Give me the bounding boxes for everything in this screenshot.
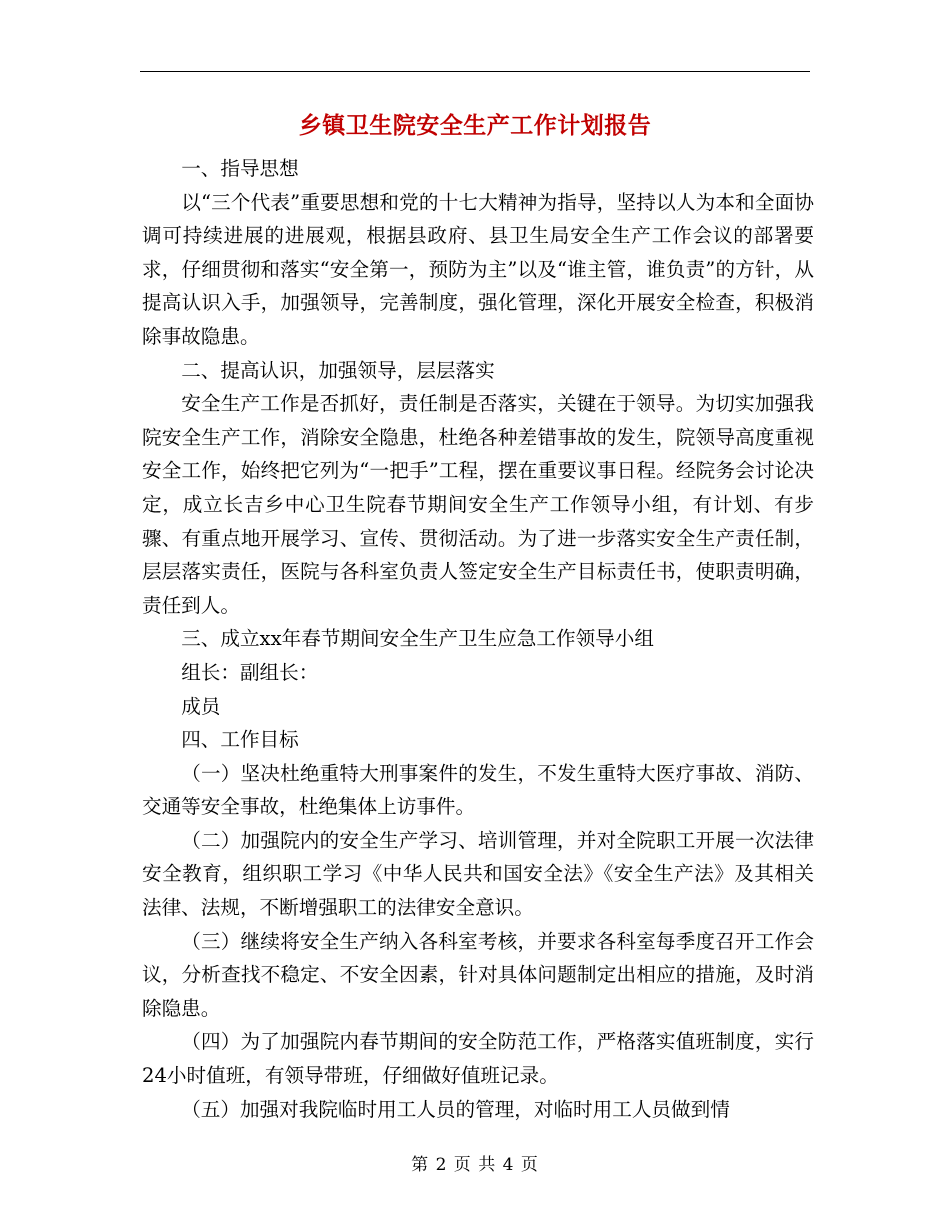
paragraph-2: 以“三个代表”重要思想和党的十七大精神为指导，坚持以人为本和全面协调可持续进展的进展观，根据县政府、县卫生局安全生产工作会议的部署要求，仔细贯彻和落实“安全第一，预防为主”以及“谁主管，谁负责”的方针，从提高认识入手，加强领导，完善制度，强化管理，深化开展安全检查，积极消除事故隐患。 xyxy=(142,190,814,348)
page-footer: 第 2 页 共 4 页 xyxy=(411,1155,539,1175)
paragraph-3: 二、提高认识，加强领导，层层落实 xyxy=(181,358,495,382)
header-rule xyxy=(140,71,810,72)
paragraph-9: （一）坚决杜绝重特大刑事案件的发生，不发生重特大医疗事故、消防、交通等安全事故，杜绝集体上访事件。 xyxy=(142,761,814,819)
paragraph-6: 组长：副组长： xyxy=(181,660,319,684)
document-body xyxy=(142,152,814,1126)
paragraph-7: 成员 xyxy=(181,694,221,718)
paragraph-11: （三）继续将安全生产纳入各科室考核，并要求各科室每季度召开工作会议，分析查找不稳定、不安全因素，针对具体问题制定出相应的措施，及时消除隐患。 xyxy=(142,929,814,1020)
paragraph-8: 四、工作目标 xyxy=(181,728,299,752)
paragraph-5: 三、成立xx年春节期间安全生产卫生应急工作领导小组 xyxy=(181,627,654,651)
paragraph-13: （五）加强对我院临时用工人员的管理，对临时用工人员做到情 xyxy=(181,1097,730,1121)
paragraph-12: （四）为了加强院内春节期间的安全防范工作，严格落实值班制度，实行24小时值班，有领导带班，仔细做好值班记录。 xyxy=(142,1030,814,1088)
paragraph-10: （二）加强院内的安全生产学习、培训管理，并对全院职工开展一次法律安全教育，组织职工学习《中华人民共和国安全法》《安全生产法》及其相关法律、法规，不断增强职工的法律安全意识。 xyxy=(142,828,814,920)
paragraph-1: 一、指导思想 xyxy=(181,157,299,180)
document-title: 乡镇卫生院安全生产工作计划报告 xyxy=(298,112,652,139)
paragraph-4: 安全生产工作是否抓好，责任制是否落实，关键在于领导。为切实加强我院安全生产工作，消除安全隐患，杜绝各种差错事故的发生，院领导高度重视安全工作，始终把它列为“一把手”工程，摆在重要议事日程。经院务会讨论决定，成立长吉乡中心卫生院春节期间安全生产工作领导小组，有计划、有步骤、有重点地开展学习、宣传、贯彻活动。为了进一步落实安全生产责任制，层层落实责任，医院与各科室负责人签定安全生产目标责任书，使职责明确，责任到人。 xyxy=(142,392,814,617)
